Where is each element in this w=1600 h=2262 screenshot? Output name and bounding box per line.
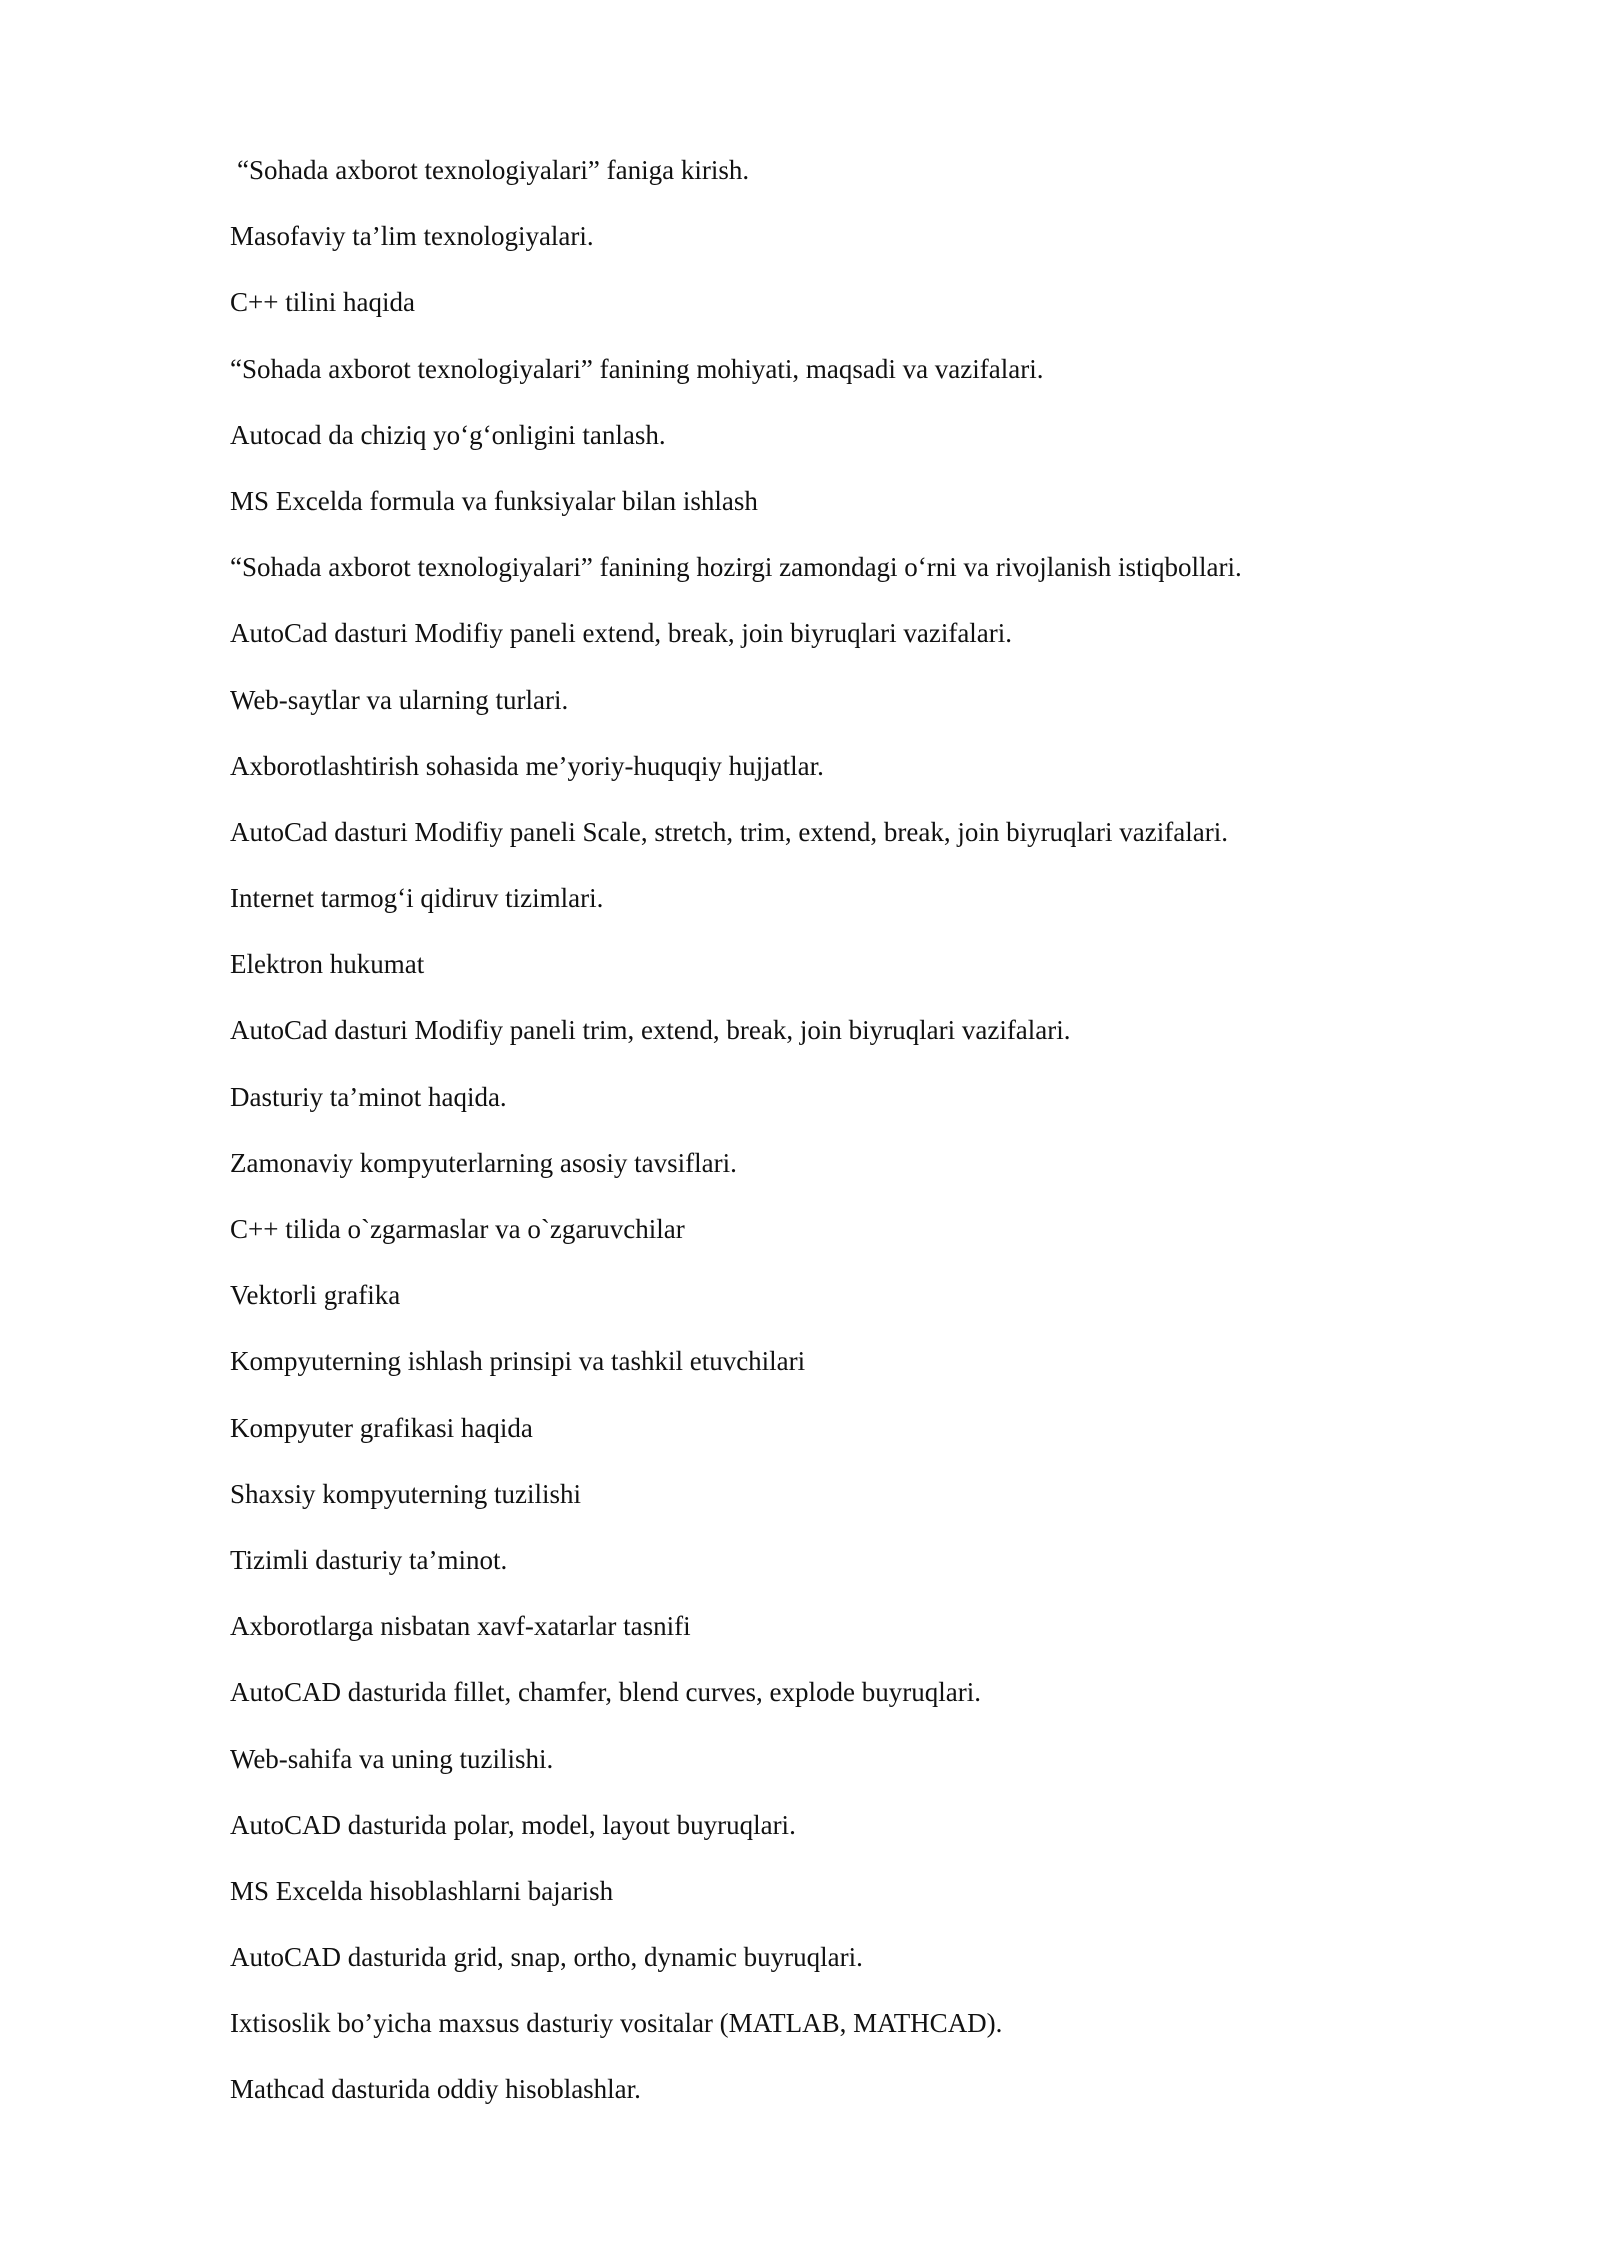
- topic-item: “Sohada axborot texnologiyalari” faniga kirish.: [237, 155, 750, 185]
- topic-item: Vektorli grafika: [230, 1280, 401, 1311]
- topic-item: Tizimli dasturiy ta’minot.: [230, 1544, 508, 1575]
- topic-item: Autocad da chiziq yo‘g‘onligini tanlash.: [230, 419, 666, 450]
- topic-item: Internet tarmog‘i qidiruv tizimlari.: [230, 883, 604, 914]
- topic-item: “Sohada axborot texnologiyalari” fanining hozirgi zamondagi o‘rni va rivojlanish istiqbollari.: [230, 552, 1242, 583]
- topic-item: C++ tilini haqida: [230, 287, 415, 318]
- topic-item: MS Excelda formula va funksiyalar bilan ishlash: [230, 485, 758, 516]
- topic-item: AutoCad dasturi Modifiy paneli extend, break, join biyruqlari vazifalari.: [230, 618, 1013, 649]
- topic-item: Web-saytlar va ularning turlari.: [230, 684, 569, 715]
- topic-item: Kompyuterning ishlash prinsipi va tashkil etuvchilari: [230, 1346, 806, 1377]
- topic-item: Kompyuter grafikasi haqida: [230, 1412, 533, 1443]
- topic-item: Elektron hukumat: [230, 949, 425, 980]
- topic-item: AutoCad dasturi Modifiy paneli Scale, stretch, trim, extend, break, join biyruqlari vazifalari.: [230, 816, 1228, 847]
- topic-item: AutoCad dasturi Modifiy paneli trim, extend, break, join biyruqlari vazifalari.: [230, 1015, 1071, 1046]
- topic-item: Shaxsiy kompyuterning tuzilishi: [230, 1478, 581, 1509]
- topic-list: [230, 150, 1530, 2136]
- topic-item: Web-sahifa va uning tuzilishi.: [230, 1743, 554, 1774]
- topic-item: Zamonaviy kompyuterlarning asosiy tavsiflari.: [230, 1147, 737, 1178]
- topic-item: Axborotlarga nisbatan xavf-xatarlar tasnifi: [230, 1611, 691, 1642]
- topic-item: “Sohada axborot texnologiyalari” fanining mohiyati, maqsadi va vazifalari.: [230, 353, 1044, 384]
- topic-item: Ixtisoslik bo’yicha maxsus dasturiy vositalar (MATLAB, MATHCAD).: [230, 2008, 1003, 2039]
- topic-item: Mathcad dasturida oddiy hisoblashlar.: [230, 2074, 641, 2105]
- topic-item: AutoCAD dasturida fillet, chamfer, blend curves, explode buyruqlari.: [230, 1677, 981, 1708]
- topic-item: AutoCAD dasturida polar, model, layout buyruqlari.: [230, 1809, 796, 1840]
- topic-item: C++ tilida o`zgarmaslar va o`zgaruvchilar: [230, 1214, 685, 1244]
- topic-item: AutoCAD dasturida grid, snap, ortho, dynamic buyruqlari.: [230, 1942, 863, 1973]
- topic-item: Masofaviy ta’lim texnologiyalari.: [230, 221, 594, 252]
- topic-item: MS Excelda hisoblashlarni bajarish: [230, 1875, 614, 1906]
- topic-item: Axborotlashtirish sohasida me’yoriy-huquqiy hujjatlar.: [230, 750, 824, 781]
- topic-item: Dasturiy ta’minot haqida.: [230, 1081, 507, 1112]
